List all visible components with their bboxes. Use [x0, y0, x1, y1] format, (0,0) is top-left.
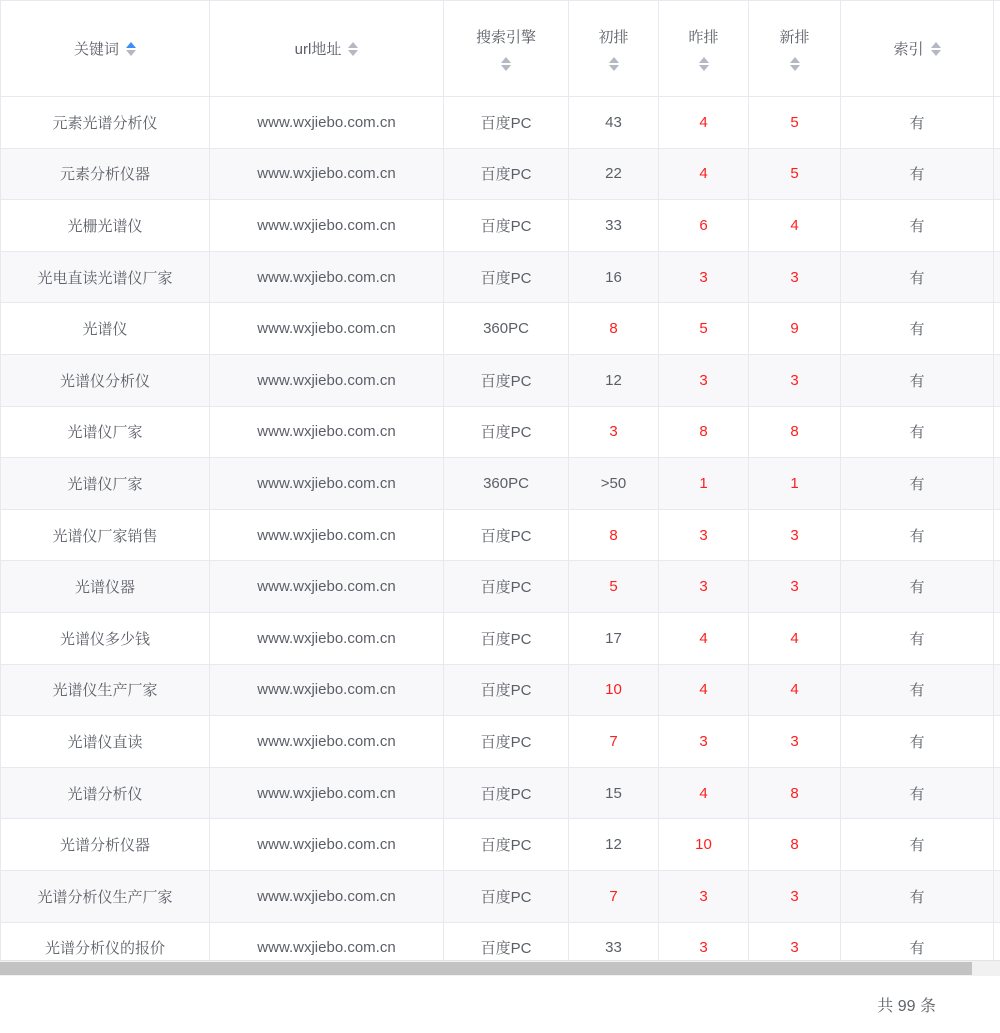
yesterday-rank-cell: 5: [659, 303, 749, 355]
header-initial-rank[interactable]: [569, 1, 659, 97]
index-cell: 有: [841, 458, 994, 510]
search-engine-cell: 百度PC: [444, 716, 569, 768]
new-rank-cell: 3: [749, 922, 841, 960]
header-cutoff-column: [994, 1, 1000, 97]
yesterday-rank-cell: 1: [659, 458, 749, 510]
index-cell: 有: [841, 148, 994, 200]
initial-rank-cell: 15: [569, 767, 659, 819]
yesterday-rank-cell: 3: [659, 561, 749, 613]
scrollbar-thumb[interactable]: [0, 962, 972, 975]
initial-rank-cell: 22: [569, 148, 659, 200]
header-index[interactable]: [841, 1, 994, 97]
url-cell: www.wxjiebo.com.cn: [210, 819, 444, 871]
index-cell: 有: [841, 922, 994, 960]
index-cell: 有: [841, 870, 994, 922]
index-cell: 有: [841, 509, 994, 561]
cutoff-cell: [994, 664, 1000, 716]
keyword-cell: 光谱仪直读: [1, 716, 210, 768]
cutoff-cell: [994, 612, 1000, 664]
new-rank-cell: 4: [749, 200, 841, 252]
index-cell: 有: [841, 767, 994, 819]
new-rank-cell: 9: [749, 303, 841, 355]
cutoff-cell: [994, 148, 1000, 200]
yesterday-rank-cell: 3: [659, 716, 749, 768]
index-cell: 有: [841, 716, 994, 768]
sort-icon[interactable]: [790, 57, 800, 71]
url-cell: www.wxjiebo.com.cn: [210, 406, 444, 458]
index-cell: 有: [841, 200, 994, 252]
table-row: [1, 303, 1000, 355]
new-rank-cell: 3: [749, 251, 841, 303]
table-row: [1, 200, 1000, 252]
keyword-cell: 元素光谱分析仪: [1, 97, 210, 149]
initial-rank-cell: 16: [569, 251, 659, 303]
keyword-cell: 光谱分析仪的报价: [1, 922, 210, 960]
table-row: [1, 612, 1000, 664]
search-engine-cell: 百度PC: [444, 767, 569, 819]
initial-rank-cell: 33: [569, 922, 659, 960]
header-row: [1, 1, 1000, 97]
search-engine-cell: 百度PC: [444, 148, 569, 200]
cutoff-cell: [994, 458, 1000, 510]
table-row: [1, 354, 1000, 406]
search-engine-cell: 百度PC: [444, 509, 569, 561]
search-engine-cell: 百度PC: [444, 200, 569, 252]
keyword-cell: 光谱仪: [1, 303, 210, 355]
yesterday-rank-cell: 4: [659, 767, 749, 819]
new-rank-cell: 8: [749, 819, 841, 871]
url-cell: www.wxjiebo.com.cn: [210, 716, 444, 768]
cutoff-cell: [994, 200, 1000, 252]
header-keyword-label: 关键词: [73, 41, 119, 58]
initial-rank-cell: 17: [569, 612, 659, 664]
sort-icon[interactable]: [609, 57, 619, 71]
cutoff-cell: [994, 303, 1000, 355]
new-rank-cell: 3: [749, 354, 841, 406]
url-cell: www.wxjiebo.com.cn: [210, 664, 444, 716]
new-rank-cell: 8: [749, 767, 841, 819]
search-engine-cell: 360PC: [444, 458, 569, 510]
table-row: [1, 148, 1000, 200]
table-row: [1, 922, 1000, 960]
new-rank-cell: 3: [749, 561, 841, 613]
initial-rank-cell: 10: [569, 664, 659, 716]
yesterday-rank-cell: 6: [659, 200, 749, 252]
table-row: [1, 819, 1000, 871]
url-cell: www.wxjiebo.com.cn: [210, 97, 444, 149]
initial-rank-cell: 3: [569, 406, 659, 458]
index-cell: 有: [841, 819, 994, 871]
header-keyword[interactable]: [1, 1, 210, 97]
keyword-cell: 光谱仪厂家销售: [1, 509, 210, 561]
initial-rank-cell: 7: [569, 870, 659, 922]
index-cell: 有: [841, 251, 994, 303]
table-row: [1, 406, 1000, 458]
search-engine-cell: 360PC: [444, 303, 569, 355]
search-engine-cell: 百度PC: [444, 612, 569, 664]
header-new-rank[interactable]: [749, 1, 841, 97]
keyword-cell: 光谱仪厂家: [1, 406, 210, 458]
yesterday-rank-cell: 4: [659, 664, 749, 716]
table-row: [1, 716, 1000, 768]
search-engine-cell: 百度PC: [444, 97, 569, 149]
sort-icon[interactable]: [348, 42, 358, 56]
search-engine-cell: 百度PC: [444, 561, 569, 613]
new-rank-cell: 4: [749, 612, 841, 664]
keyword-cell: 光谱仪生产厂家: [1, 664, 210, 716]
yesterday-rank-cell: 3: [659, 922, 749, 960]
search-engine-cell: 百度PC: [444, 819, 569, 871]
new-rank-cell: 3: [749, 870, 841, 922]
new-rank-cell: 4: [749, 664, 841, 716]
sort-icon[interactable]: [126, 42, 136, 56]
initial-rank-cell: 43: [569, 97, 659, 149]
keyword-cell: 光谱仪器: [1, 561, 210, 613]
initial-rank-cell: 8: [569, 303, 659, 355]
table-row: [1, 561, 1000, 613]
keyword-cell: 光谱仪厂家: [1, 458, 210, 510]
footer: [0, 976, 1000, 1033]
table-row: [1, 509, 1000, 561]
cutoff-cell: [994, 716, 1000, 768]
header-yesterday-rank-label: 昨排: [688, 29, 719, 46]
yesterday-rank-cell: 3: [659, 509, 749, 561]
keyword-cell: 光谱仪多少钱: [1, 612, 210, 664]
search-engine-cell: 百度PC: [444, 870, 569, 922]
header-url[interactable]: [210, 1, 444, 97]
cutoff-cell: [994, 870, 1000, 922]
keyword-cell: 光栅光谱仪: [1, 200, 210, 252]
url-cell: www.wxjiebo.com.cn: [210, 509, 444, 561]
index-cell: 有: [841, 406, 994, 458]
search-engine-cell: 百度PC: [444, 922, 569, 960]
cutoff-cell: [994, 406, 1000, 458]
initial-rank-cell: >50: [569, 458, 659, 510]
initial-rank-cell: 8: [569, 509, 659, 561]
header-url-label: url地址: [294, 41, 342, 58]
url-cell: www.wxjiebo.com.cn: [210, 767, 444, 819]
index-cell: 有: [841, 612, 994, 664]
new-rank-cell: 3: [749, 716, 841, 768]
yesterday-rank-cell: 3: [659, 251, 749, 303]
keyword-cell: 光谱分析仪生产厂家: [1, 870, 210, 922]
new-rank-cell: 1: [749, 458, 841, 510]
cutoff-cell: [994, 767, 1000, 819]
yesterday-rank-cell: 3: [659, 354, 749, 406]
sort-icon[interactable]: [699, 57, 709, 71]
initial-rank-cell: 12: [569, 819, 659, 871]
table-row: [1, 767, 1000, 819]
cutoff-cell: [994, 922, 1000, 960]
keyword-cell: 元素分析仪器: [1, 148, 210, 200]
search-engine-cell: 百度PC: [444, 664, 569, 716]
search-engine-cell: 百度PC: [444, 354, 569, 406]
url-cell: www.wxjiebo.com.cn: [210, 458, 444, 510]
initial-rank-cell: 33: [569, 200, 659, 252]
new-rank-cell: 3: [749, 509, 841, 561]
table-body: [1, 97, 1000, 961]
index-cell: 有: [841, 303, 994, 355]
index-cell: 有: [841, 561, 994, 613]
keyword-cell: 光谱分析仪器: [1, 819, 210, 871]
table-row: [1, 870, 1000, 922]
initial-rank-cell: 7: [569, 716, 659, 768]
url-cell: www.wxjiebo.com.cn: [210, 922, 444, 960]
cutoff-cell: [994, 509, 1000, 561]
total-count: 共 99 条: [877, 998, 936, 1015]
yesterday-rank-cell: 10: [659, 819, 749, 871]
cutoff-cell: [994, 354, 1000, 406]
url-cell: www.wxjiebo.com.cn: [210, 200, 444, 252]
search-engine-cell: 百度PC: [444, 406, 569, 458]
keyword-cell: 光谱仪分析仪: [1, 354, 210, 406]
cutoff-cell: [994, 561, 1000, 613]
new-rank-cell: 5: [749, 97, 841, 149]
table-row: [1, 664, 1000, 716]
cutoff-cell: [994, 819, 1000, 871]
url-cell: www.wxjiebo.com.cn: [210, 561, 444, 613]
initial-rank-cell: 5: [569, 561, 659, 613]
header-new-rank-label: 新排: [779, 29, 810, 46]
yesterday-rank-cell: 3: [659, 870, 749, 922]
horizontal-scrollbar[interactable]: [0, 960, 1000, 976]
yesterday-rank-cell: 4: [659, 612, 749, 664]
url-cell: www.wxjiebo.com.cn: [210, 612, 444, 664]
header-search-engine[interactable]: [444, 1, 569, 97]
url-cell: www.wxjiebo.com.cn: [210, 148, 444, 200]
table-row: [1, 251, 1000, 303]
table-row: [1, 458, 1000, 510]
cutoff-cell: [994, 251, 1000, 303]
header-yesterday-rank[interactable]: [659, 1, 749, 97]
table-row: [1, 97, 1000, 149]
cutoff-cell: [994, 97, 1000, 149]
yesterday-rank-cell: 4: [659, 148, 749, 200]
new-rank-cell: 5: [749, 148, 841, 200]
index-cell: 有: [841, 664, 994, 716]
yesterday-rank-cell: 4: [659, 97, 749, 149]
index-cell: 有: [841, 354, 994, 406]
sort-icon[interactable]: [931, 42, 941, 56]
header-initial-rank-label: 初排: [598, 29, 629, 46]
url-cell: www.wxjiebo.com.cn: [210, 303, 444, 355]
header-index-label: 索引: [893, 41, 924, 58]
url-cell: www.wxjiebo.com.cn: [210, 870, 444, 922]
header-search-engine-label: 搜索引擎: [475, 29, 536, 46]
sort-icon[interactable]: [501, 57, 511, 71]
url-cell: www.wxjiebo.com.cn: [210, 251, 444, 303]
keyword-cell: 光谱分析仪: [1, 767, 210, 819]
new-rank-cell: 8: [749, 406, 841, 458]
index-cell: 有: [841, 97, 994, 149]
url-cell: www.wxjiebo.com.cn: [210, 354, 444, 406]
keyword-cell: 光电直读光谱仪厂家: [1, 251, 210, 303]
initial-rank-cell: 12: [569, 354, 659, 406]
search-engine-cell: 百度PC: [444, 251, 569, 303]
yesterday-rank-cell: 8: [659, 406, 749, 458]
